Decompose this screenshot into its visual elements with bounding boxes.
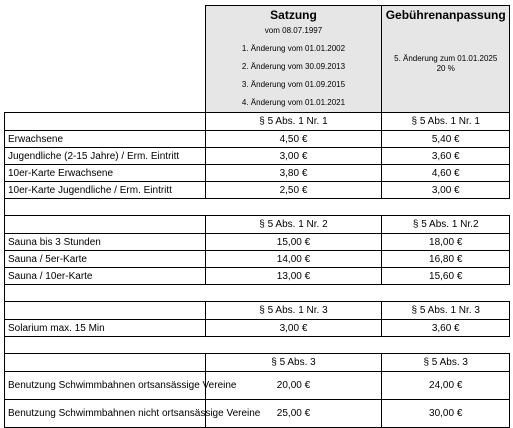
row-label: Sauna / 5er-Karte [5,251,206,268]
table-row [5,148,510,165]
table-row [5,268,510,285]
table-row [5,165,510,182]
row-label: Benutzung Schwimmbahnen nicht ortsansässige Vereine [5,400,206,428]
row-value-anpassung: 18,00 € [382,234,510,251]
section-ref-row [5,302,510,320]
section-ref-row [5,354,510,372]
satzung-title: Satzung [270,8,317,22]
section-ref-2: § 5 Abs. 1 Nr. 3 [382,302,510,320]
row-value-anpassung: 3,60 € [382,320,510,337]
header-gebuehrenanpassung [382,6,510,113]
row-value-satzung: 14,00 € [205,251,382,268]
row-value-satzung: 20,00 € [205,372,382,400]
spacer-row [5,285,510,302]
row-value-anpassung: 3,00 € [382,182,510,199]
section-ref-1: § 5 Abs. 1 Nr. 3 [205,302,382,320]
row-label: Sauna / 10er-Karte [5,268,206,285]
satzung-date-4: 4. Änderung vom 01.01.2021 [241,98,346,107]
section-ref-2: § 5 Abs. 1 Nr. 1 [382,113,510,131]
row-value-anpassung: 24,00 € [382,372,510,400]
satzung-date-3: 3. Änderung vom 01.09.2015 [241,80,346,89]
ref-empty-cell [5,113,206,131]
row-value-anpassung: 5,40 € [382,131,510,148]
anpassung-title: Gebührenanpassung [385,8,506,22]
row-value-anpassung: 3,60 € [382,148,510,165]
row-label: Jugendliche (2-15 Jahre) / Erm. Eintritt [5,148,206,165]
header-empty-cell [5,6,206,113]
row-value-satzung: 3,00 € [205,320,382,337]
row-value-satzung: 15,00 € [205,234,382,251]
row-value-anpassung: 16,80 € [382,251,510,268]
table-row [5,234,510,251]
row-label: 10er-Karte Erwachsene [5,165,206,182]
header-row [5,6,510,113]
row-value-satzung: 3,80 € [205,165,382,182]
row-value-satzung: 13,00 € [205,268,382,285]
anpassung-line-0: 5. Änderung zum 01.01.2025 [394,54,498,63]
section-ref-row [5,216,510,234]
row-value-anpassung: 15,60 € [382,268,510,285]
row-value-satzung: 4,50 € [205,131,382,148]
row-label: Solarium max. 15 Min [5,320,206,337]
spacer-row [5,199,510,216]
table-row [5,251,510,268]
row-value-satzung: 2,50 € [205,182,382,199]
row-value-anpassung: 4,60 € [382,165,510,182]
row-label: Erwachsene [5,131,206,148]
section-ref-2: § 5 Abs. 3 [382,354,510,372]
satzung-date-1: 1. Änderung vom 01.01.2002 [241,44,346,53]
table-row [5,372,510,400]
spacer-row [5,337,510,354]
row-value-satzung: 25,00 € [205,400,382,428]
section-ref-1: § 5 Abs. 3 [205,354,382,372]
ref-empty-cell [5,354,206,372]
row-value-satzung: 3,00 € [205,148,382,165]
table-row [5,320,510,337]
ref-empty-cell [5,216,206,234]
ref-empty-cell [5,302,206,320]
anpassung-line-1: 20 % [436,64,455,73]
row-label: Benutzung Schwimmbahnen ortsansässige Vereine [5,372,206,400]
table-row [5,182,510,199]
satzung-date-2: 2. Änderung vom 30.09.2013 [241,62,346,71]
table-row [5,131,510,148]
row-label: 10er-Karte Jugendliche / Erm. Eintritt [5,182,206,199]
section-ref-1: § 5 Abs. 1 Nr. 1 [205,113,382,131]
fee-table [4,5,510,428]
row-value-anpassung: 30,00 € [382,400,510,428]
satzung-date-0: vom 08.07.1997 [264,26,323,35]
section-ref-1: § 5 Abs. 1 Nr. 2 [205,216,382,234]
section-ref-2: § 5 Abs. 1 Nr.2 [382,216,510,234]
section-ref-row [5,113,510,131]
header-satzung [205,6,382,113]
row-label: Sauna bis 3 Stunden [5,234,206,251]
table-row [5,400,510,428]
